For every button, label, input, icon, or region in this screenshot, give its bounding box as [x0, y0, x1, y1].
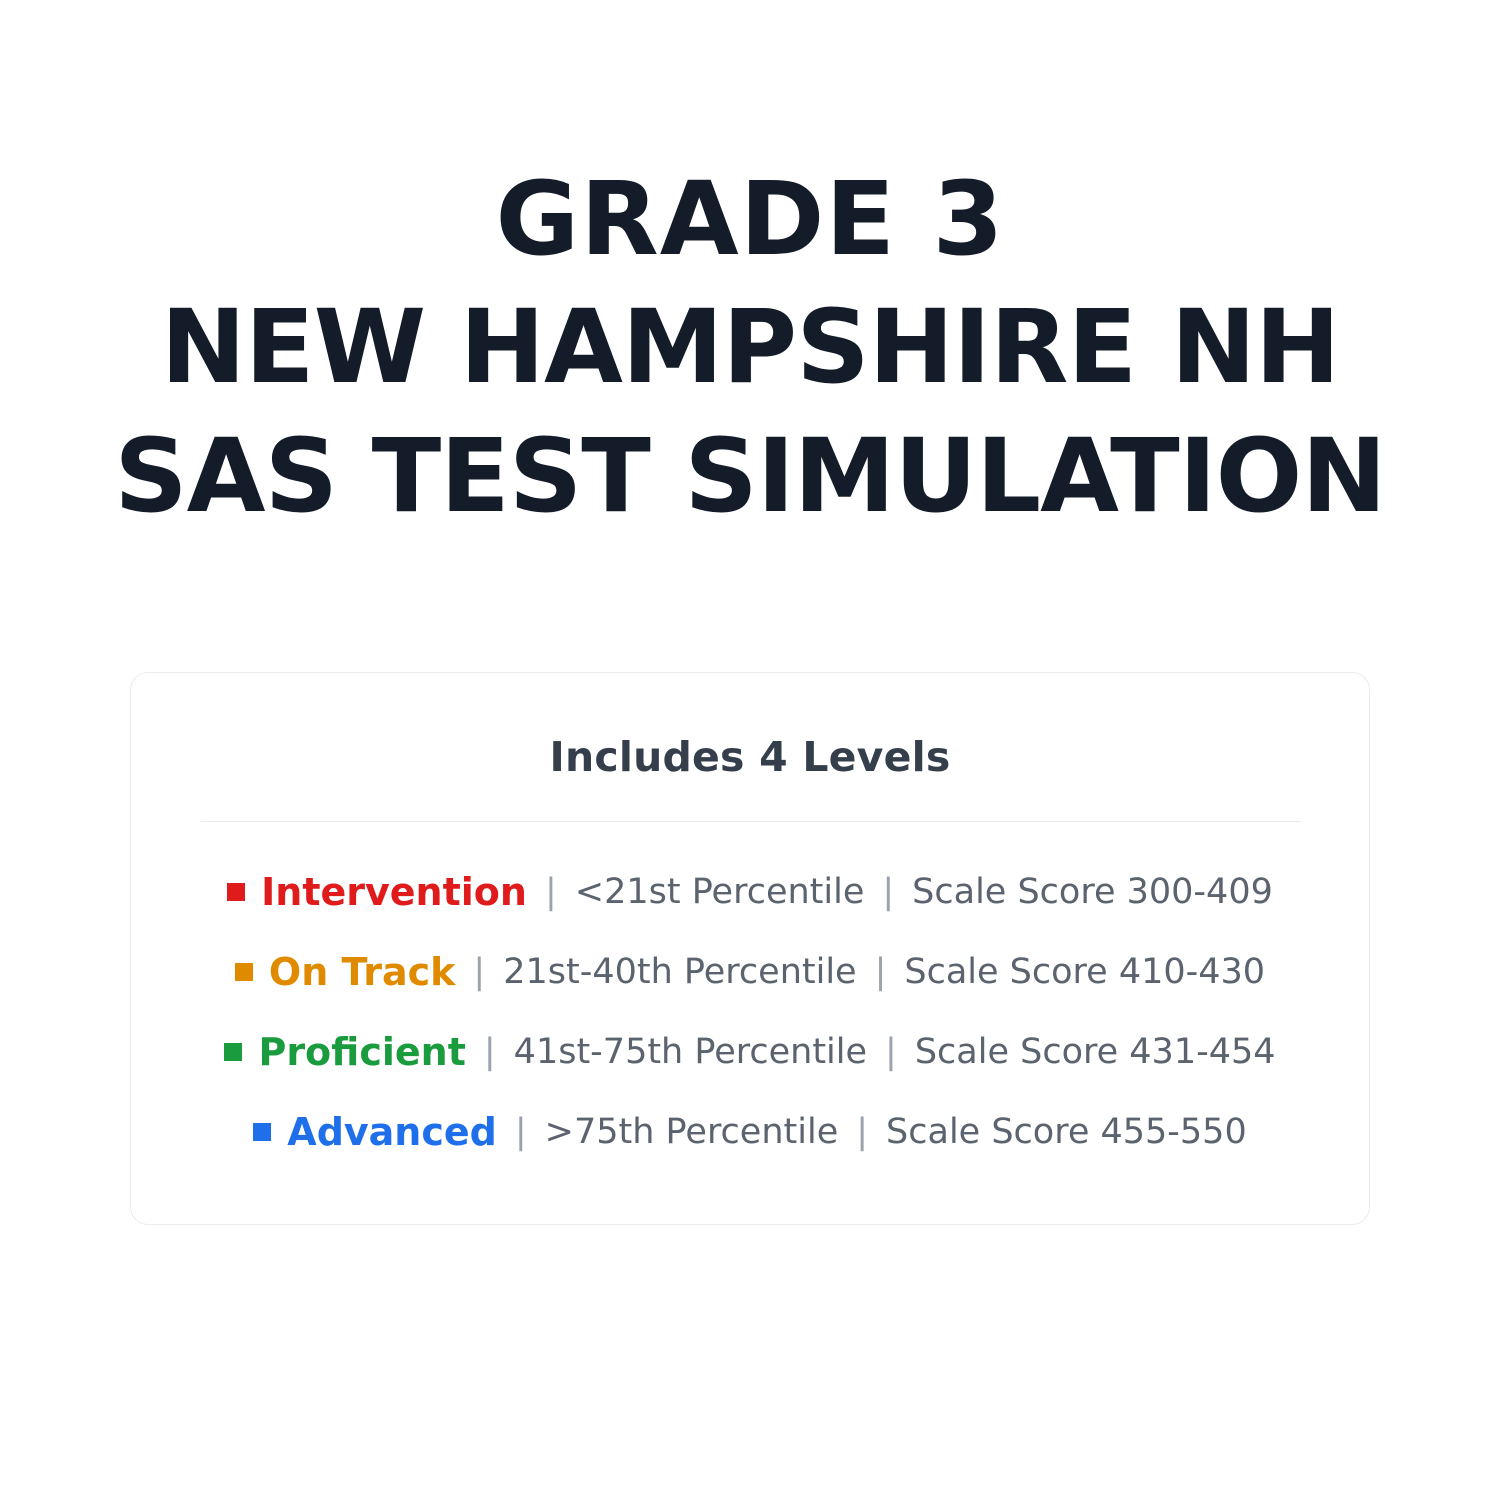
list-item [201, 1030, 1299, 1074]
list-item [201, 870, 1299, 914]
levels-list [201, 870, 1299, 1154]
level-scale-score: Scale Score 300-409 [912, 872, 1273, 913]
level-name: Advanced [287, 1110, 497, 1155]
field-separator: | [514, 1112, 527, 1153]
field-separator: | [856, 1112, 869, 1153]
level-percentile: 41st-75th Percentile [513, 1032, 868, 1073]
color-swatch-icon [224, 1043, 242, 1061]
levels-card-title: Includes 4 Levels [549, 733, 951, 782]
card-divider [201, 821, 1301, 822]
title-line-grade: GRADE 3 [495, 160, 1005, 279]
level-scale-score: Scale Score 455-550 [886, 1112, 1247, 1153]
level-scale-score: Scale Score 410-430 [904, 952, 1266, 993]
level-percentile: 21st-40th Percentile [503, 952, 857, 993]
color-swatch-icon [253, 1123, 271, 1141]
field-separator: | [874, 952, 887, 993]
levels-card [130, 672, 1370, 1225]
list-item [201, 950, 1299, 994]
list-item [201, 1110, 1299, 1154]
level-percentile: <21st Percentile [574, 872, 865, 913]
title-line-test: SAS TEST SIMULATION [114, 416, 1386, 536]
field-separator: | [882, 872, 895, 913]
title-line-state: NEW HAMPSHIRE NH [160, 288, 1340, 408]
level-percentile: >75th Percentile [544, 1112, 839, 1153]
level-name: Proficient [258, 1030, 466, 1075]
field-separator: | [473, 952, 486, 993]
color-swatch-icon [235, 963, 253, 981]
page-title [30, 160, 1470, 537]
level-name: Intervention [261, 870, 527, 915]
color-swatch-icon [227, 883, 245, 901]
field-separator: | [483, 1032, 496, 1073]
level-scale-score: Scale Score 431-454 [914, 1032, 1276, 1073]
field-separator: | [885, 1032, 897, 1073]
field-separator: | [544, 872, 557, 913]
level-name: On Track [268, 950, 456, 995]
